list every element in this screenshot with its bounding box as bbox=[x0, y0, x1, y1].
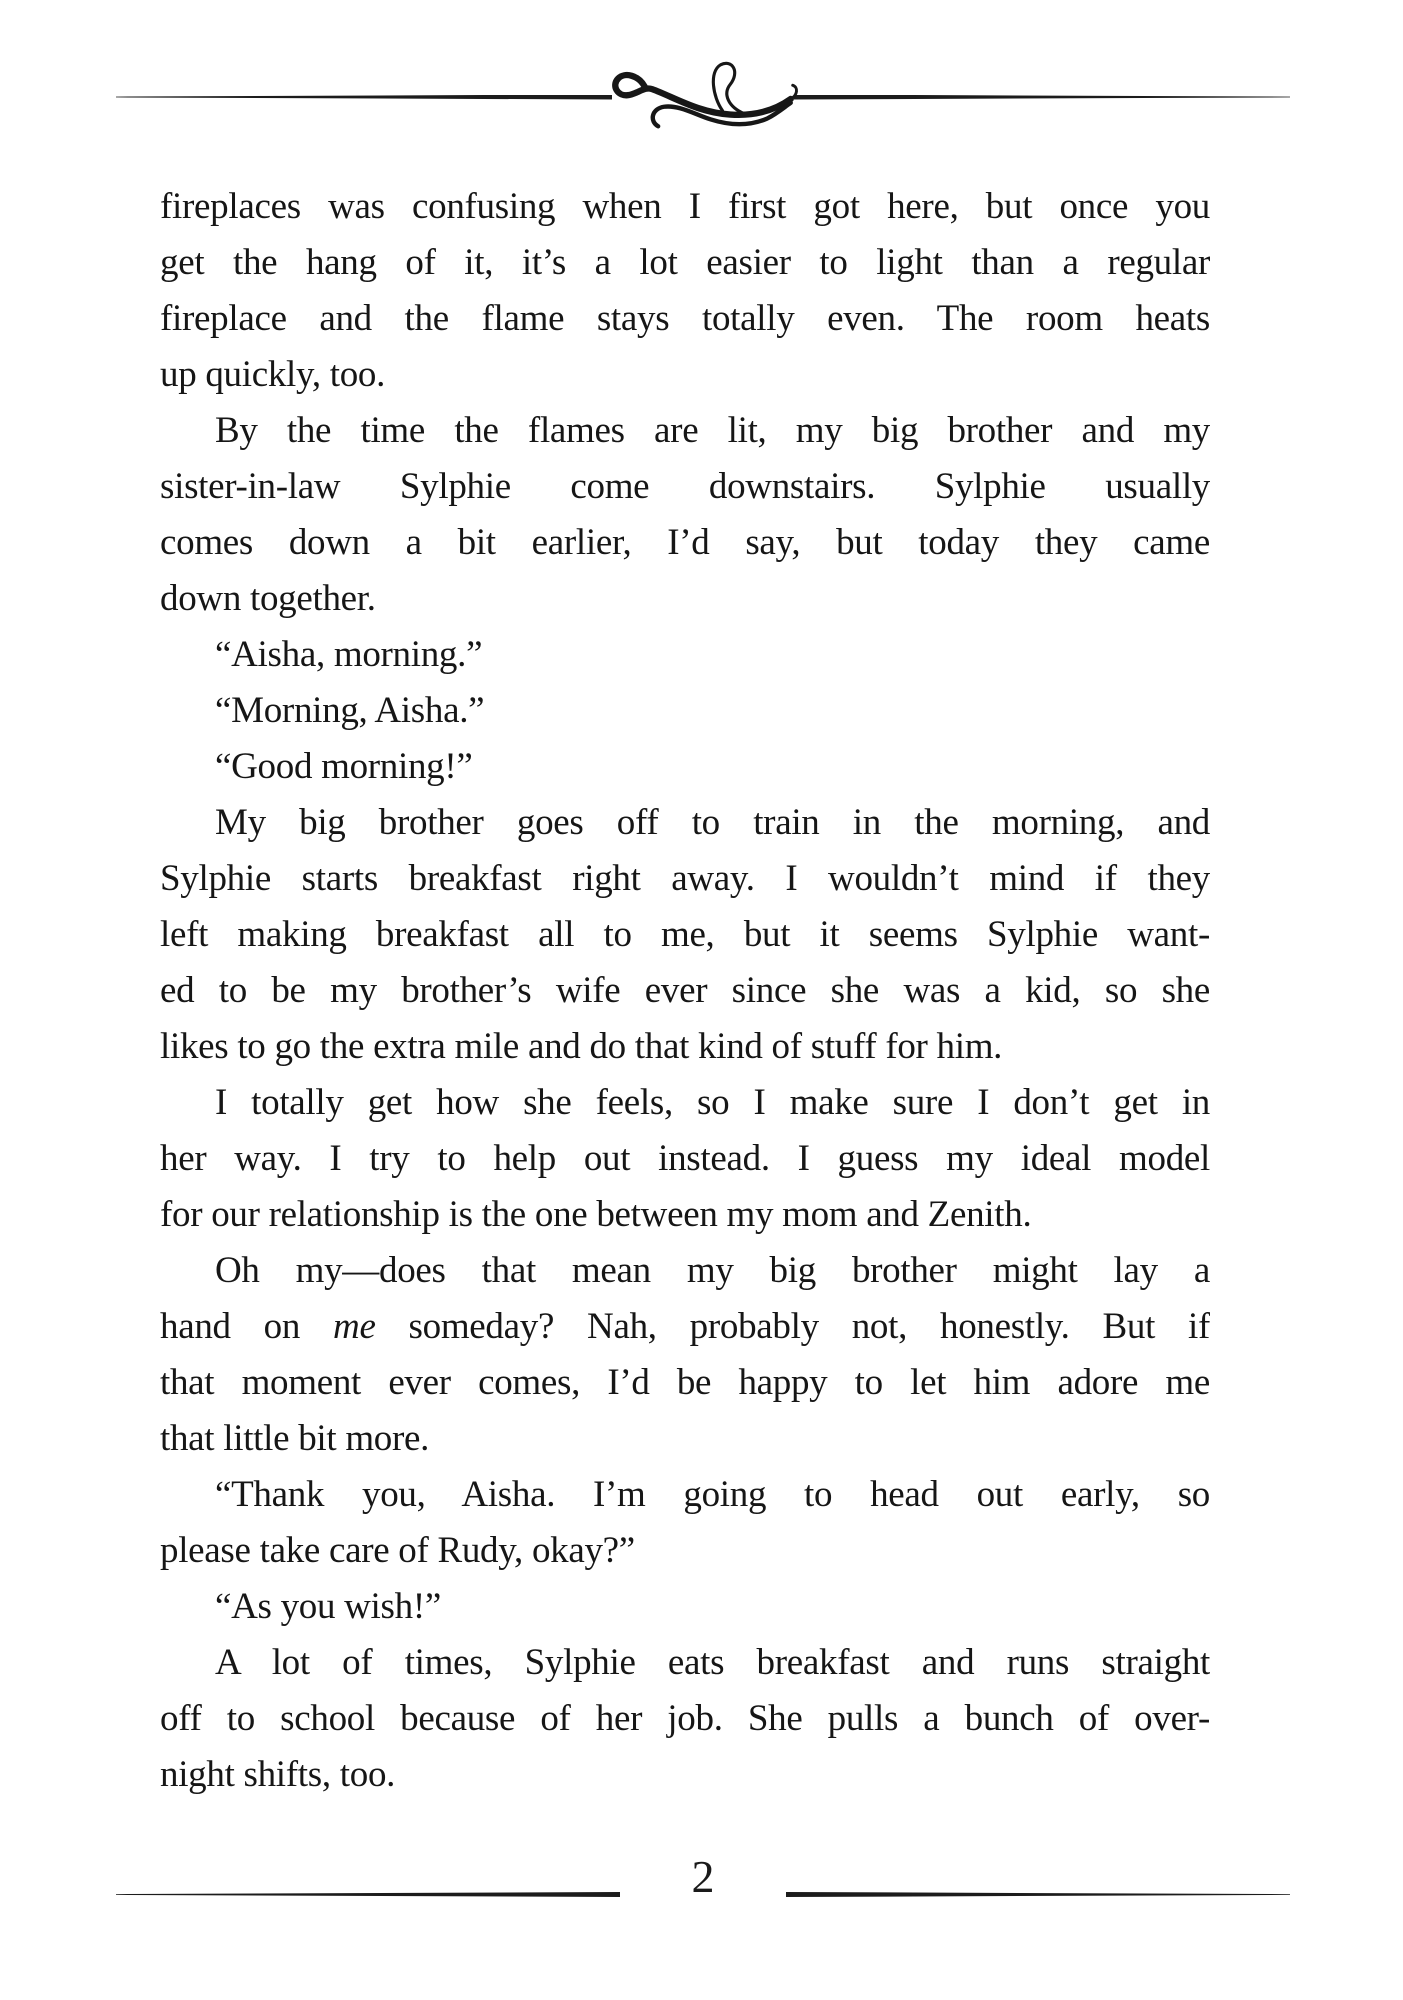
text-line: left making breakfast all to me, but it seems Sylphie want- bbox=[160, 914, 1210, 955]
header-rule-left bbox=[116, 95, 612, 100]
header-rule-right bbox=[794, 95, 1290, 100]
text-line: A lot of times, Sylphie eats breakfast and runs straight bbox=[215, 1642, 1210, 1683]
text-line: hand on me someday? Nah, probably not, honestly. But if bbox=[160, 1306, 1210, 1347]
text-line: My big brother goes off to train in the morning, and bbox=[215, 802, 1210, 843]
text-line: please take care of Rudy, okay?” bbox=[160, 1530, 635, 1571]
text-line: Oh my—does that mean my big brother might lay a bbox=[215, 1250, 1210, 1291]
page-number: 2 bbox=[691, 1851, 715, 1902]
text-line: night shifts, too. bbox=[160, 1754, 396, 1795]
text-line: that moment ever comes, I’d be happy to let him adore me bbox=[160, 1362, 1210, 1403]
text-line: “Thank you, Aisha. I’m going to head out early, so bbox=[215, 1474, 1210, 1515]
page-footer bbox=[116, 1850, 1290, 1900]
text-line: “Good morning!” bbox=[215, 746, 473, 787]
text-line: fireplaces was confusing when I first got here, but once you bbox=[160, 186, 1210, 227]
body-text bbox=[160, 179, 1210, 1803]
text-line: likes to go the extra mile and do that kind of stuff for him. bbox=[160, 1026, 1003, 1067]
text-line: up quickly, too. bbox=[160, 354, 386, 395]
text-line: Sylphie starts breakfast right away. I wouldn’t mind if they bbox=[160, 858, 1210, 899]
text-line: “Aisha, morning.” bbox=[215, 634, 483, 675]
text-line: get the hang of it, it’s a lot easier to light than a regular bbox=[160, 242, 1210, 283]
footer-rule-right bbox=[786, 1892, 1290, 1897]
header-ornament bbox=[116, 58, 1290, 136]
text-line: that little bit more. bbox=[160, 1418, 430, 1459]
text-line: I totally get how she feels, so I make sure I don’t get in bbox=[215, 1082, 1210, 1123]
text-line: off to school because of her job. She pulls a bunch of over- bbox=[160, 1698, 1210, 1739]
text-line: sister-in-law Sylphie come downstairs. Sylphie usually bbox=[160, 466, 1210, 507]
text-line: ed to be my brother’s wife ever since she was a kid, so she bbox=[160, 970, 1210, 1011]
text-line: fireplace and the flame stays totally even. The room heats bbox=[160, 298, 1210, 339]
text-line: her way. I try to help out instead. I guess my ideal model bbox=[160, 1138, 1210, 1179]
text-line: “Morning, Aisha.” bbox=[215, 690, 485, 731]
footer-rule-left bbox=[116, 1892, 620, 1897]
text-line: comes down a bit earlier, I’d say, but today they came bbox=[160, 522, 1210, 563]
text-line: down together. bbox=[160, 578, 376, 619]
text-line: for our relationship is the one between my mom and Zenith. bbox=[160, 1194, 1032, 1235]
text-line: By the time the flames are lit, my big brother and my bbox=[215, 410, 1210, 451]
flourish-icon bbox=[602, 58, 804, 136]
text-line: “As you wish!” bbox=[215, 1586, 441, 1627]
